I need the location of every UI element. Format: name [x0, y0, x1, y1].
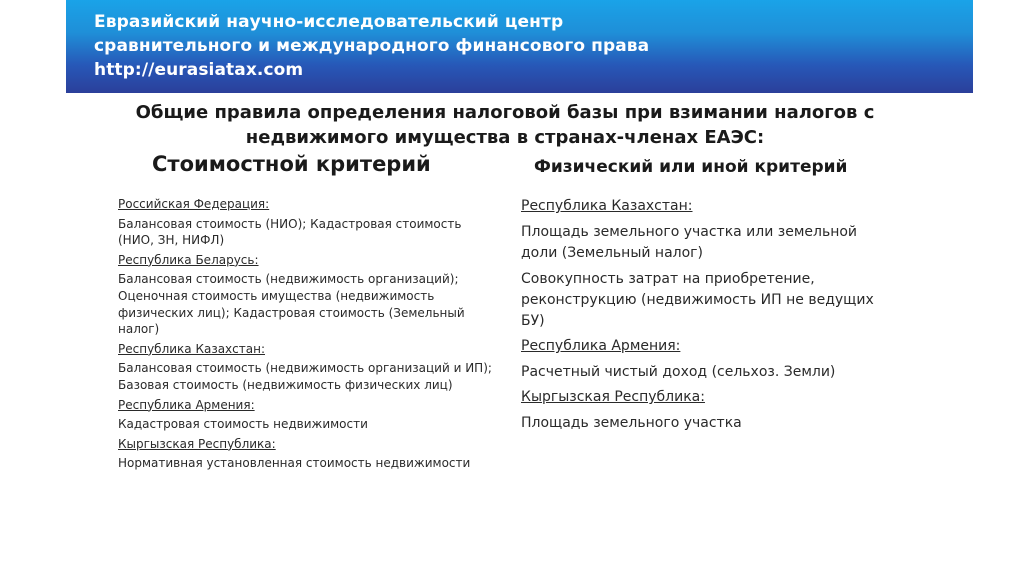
- slide-title: [60, 100, 950, 150]
- left-column-heading: Стоимостной критерий: [152, 152, 431, 176]
- armenia-item-net-income: Расчетный чистый доход (сельхоз. Земли): [521, 364, 836, 380]
- kazakhstan-item-acquisition-costs: Совокупность затрат на приобретение, реконструкцию (недвижимость ИП не ведущих БУ): [521, 271, 874, 329]
- header-org-line-1: Евразийский научно-исследовательский центр: [94, 12, 564, 32]
- country-description-kazakhstan: Балансовая стоимость (недвижимость организаций и ИП); Базовая стоимость (недвижимость физических лиц): [118, 361, 492, 392]
- header-url: http://eurasiatax.com: [94, 60, 304, 80]
- header-org-line-2: сравнительного и международного финансового права: [94, 36, 650, 56]
- country-description-russia: Балансовая стоимость (НИО); Кадастровая стоимость (НИО, ЗН, НИФЛ): [118, 216, 462, 248]
- kazakhstan-item-land-area: Площадь земельного участка или земельной доли (Земельный налог): [521, 224, 858, 261]
- kyrgyzstan-item-land-area: Площадь земельного участка: [521, 415, 742, 431]
- country-label-kyrgyzstan: Кыргызская Республика:: [118, 436, 276, 451]
- header-banner: [66, 0, 973, 93]
- physical-criterion-list: [521, 196, 891, 438]
- header-text: [94, 10, 649, 82]
- country-label-kazakhstan: Республика Казахстан:: [521, 198, 693, 214]
- country-description-kyrgyzstan: Нормативная установленная стоимость недвижимости: [118, 456, 471, 471]
- country-label-belarus: Республика Беларусь:: [118, 252, 259, 267]
- slide-title-line-1: Общие правила определения налоговой базы при взимании налогов с: [135, 102, 875, 123]
- country-label-russia: Российская Федерация:: [118, 197, 270, 211]
- country-label-armenia: Республика Армения:: [118, 397, 255, 412]
- right-column-heading: Физический или иной критерий: [534, 157, 848, 177]
- slide-title-line-2: недвижимого имущества в странах-членах ЕАЭС:: [245, 127, 765, 148]
- country-label-kazakhstan: Республика Казахстан:: [118, 341, 265, 356]
- country-label-kyrgyzstan: Кыргызская Республика:: [521, 389, 705, 405]
- value-criterion-list: [118, 196, 498, 474]
- country-description-belarus: Балансовая стоимость (недвижимость организаций); Оценочная стоимость имущества (недвижимость физических лиц); Кадастровая стоимость (Земельный налог): [118, 272, 465, 337]
- country-label-armenia: Республика Армения:: [521, 338, 681, 354]
- country-description-armenia: Кадастровая стоимость недвижимости: [118, 417, 368, 432]
